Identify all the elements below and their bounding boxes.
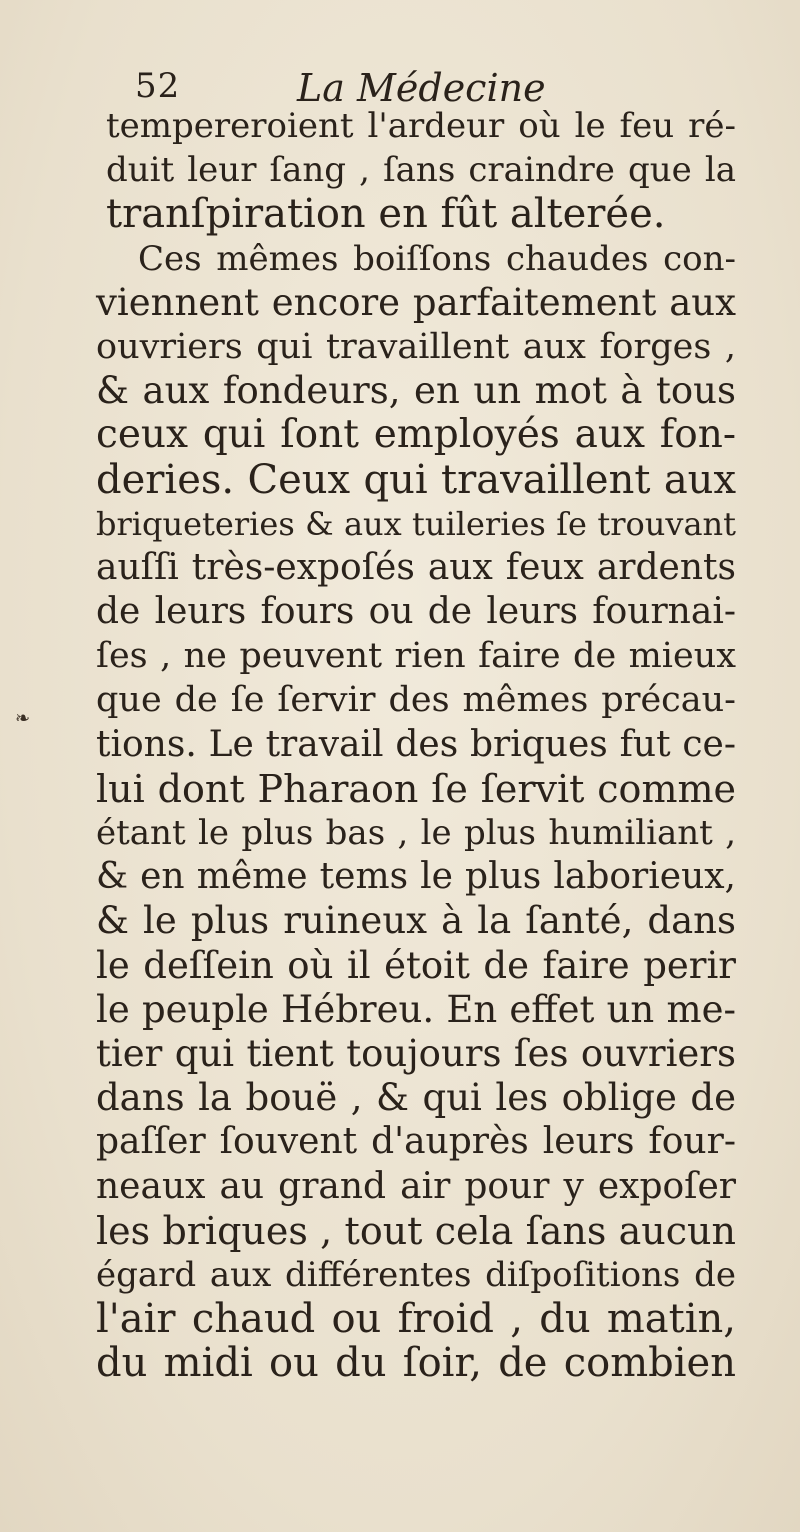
text-line: tempereroient l'ardeur où le feu ré- — [106, 106, 736, 146]
text-line: le deſſein où il étoit de faire perir — [96, 943, 736, 987]
text-line: tions. Le travail des briques fut ce- — [96, 723, 736, 765]
margin-mark-decoration: ❧ — [15, 708, 31, 729]
text-line: duit leur ſang , ſans craindre que la — [106, 150, 736, 191]
text-line: & en même tems le plus laborieux, — [96, 856, 736, 898]
text-line: du midi ou du ſoir, de combien — [96, 1340, 736, 1387]
text-line: briqueteries & aux tuileries ſe trouvant — [96, 504, 736, 543]
text-line: égard aux différentes diſpoſitions de — [96, 1254, 736, 1295]
text-line: que de ſe ſervir des mêmes précau- — [96, 680, 736, 721]
text-line: étant le plus bas , le plus humiliant , — [96, 813, 736, 853]
text-line: le peuple Hébreu. En effet un me- — [96, 987, 736, 1031]
text-line: deries. Ceux qui travaillent aux — [96, 456, 736, 503]
text-line: de leurs fours ou de leurs fournai- — [96, 591, 736, 633]
text-line: auſſi très-expoſés aux feux ardents — [96, 546, 736, 588]
text-line: ſes , ne peuvent rien faire de mieux — [96, 636, 736, 677]
paragraph-start-line: Ces mêmes boiſſons chaudes con- — [138, 238, 736, 279]
text-line: paſſer ſouvent d'auprès leurs four- — [96, 1121, 736, 1163]
text-line: tranſpiration en fût alterée. — [106, 191, 666, 238]
body-text — [96, 104, 736, 1385]
text-line: ceux qui ſont employés aux fon- — [96, 412, 736, 458]
text-line: les briques , tout cela ſans aucun — [96, 1208, 736, 1253]
running-title: La Médecine — [297, 66, 546, 110]
text-line: & aux fondeurs, en un mot à tous — [96, 369, 736, 413]
text-line: tier qui tient toujours ſes ouvriers — [96, 1031, 736, 1075]
text-line: dans la bouë , & qui les oblige de — [96, 1076, 736, 1120]
text-line: viennent encore parfaitement aux — [96, 280, 736, 324]
text-line: ouvriers qui travaillent aux forges , — [96, 326, 736, 367]
text-line: & le plus ruineux à la ſanté, dans — [96, 899, 736, 943]
page-number: 52 — [135, 66, 181, 106]
text-line: neaux au grand air pour y expoſer — [96, 1165, 736, 1207]
text-line: l'air chaud ou froid , du matin, — [96, 1296, 736, 1343]
text-line: lui dont Pharaon ſe ſervit comme — [96, 766, 736, 811]
